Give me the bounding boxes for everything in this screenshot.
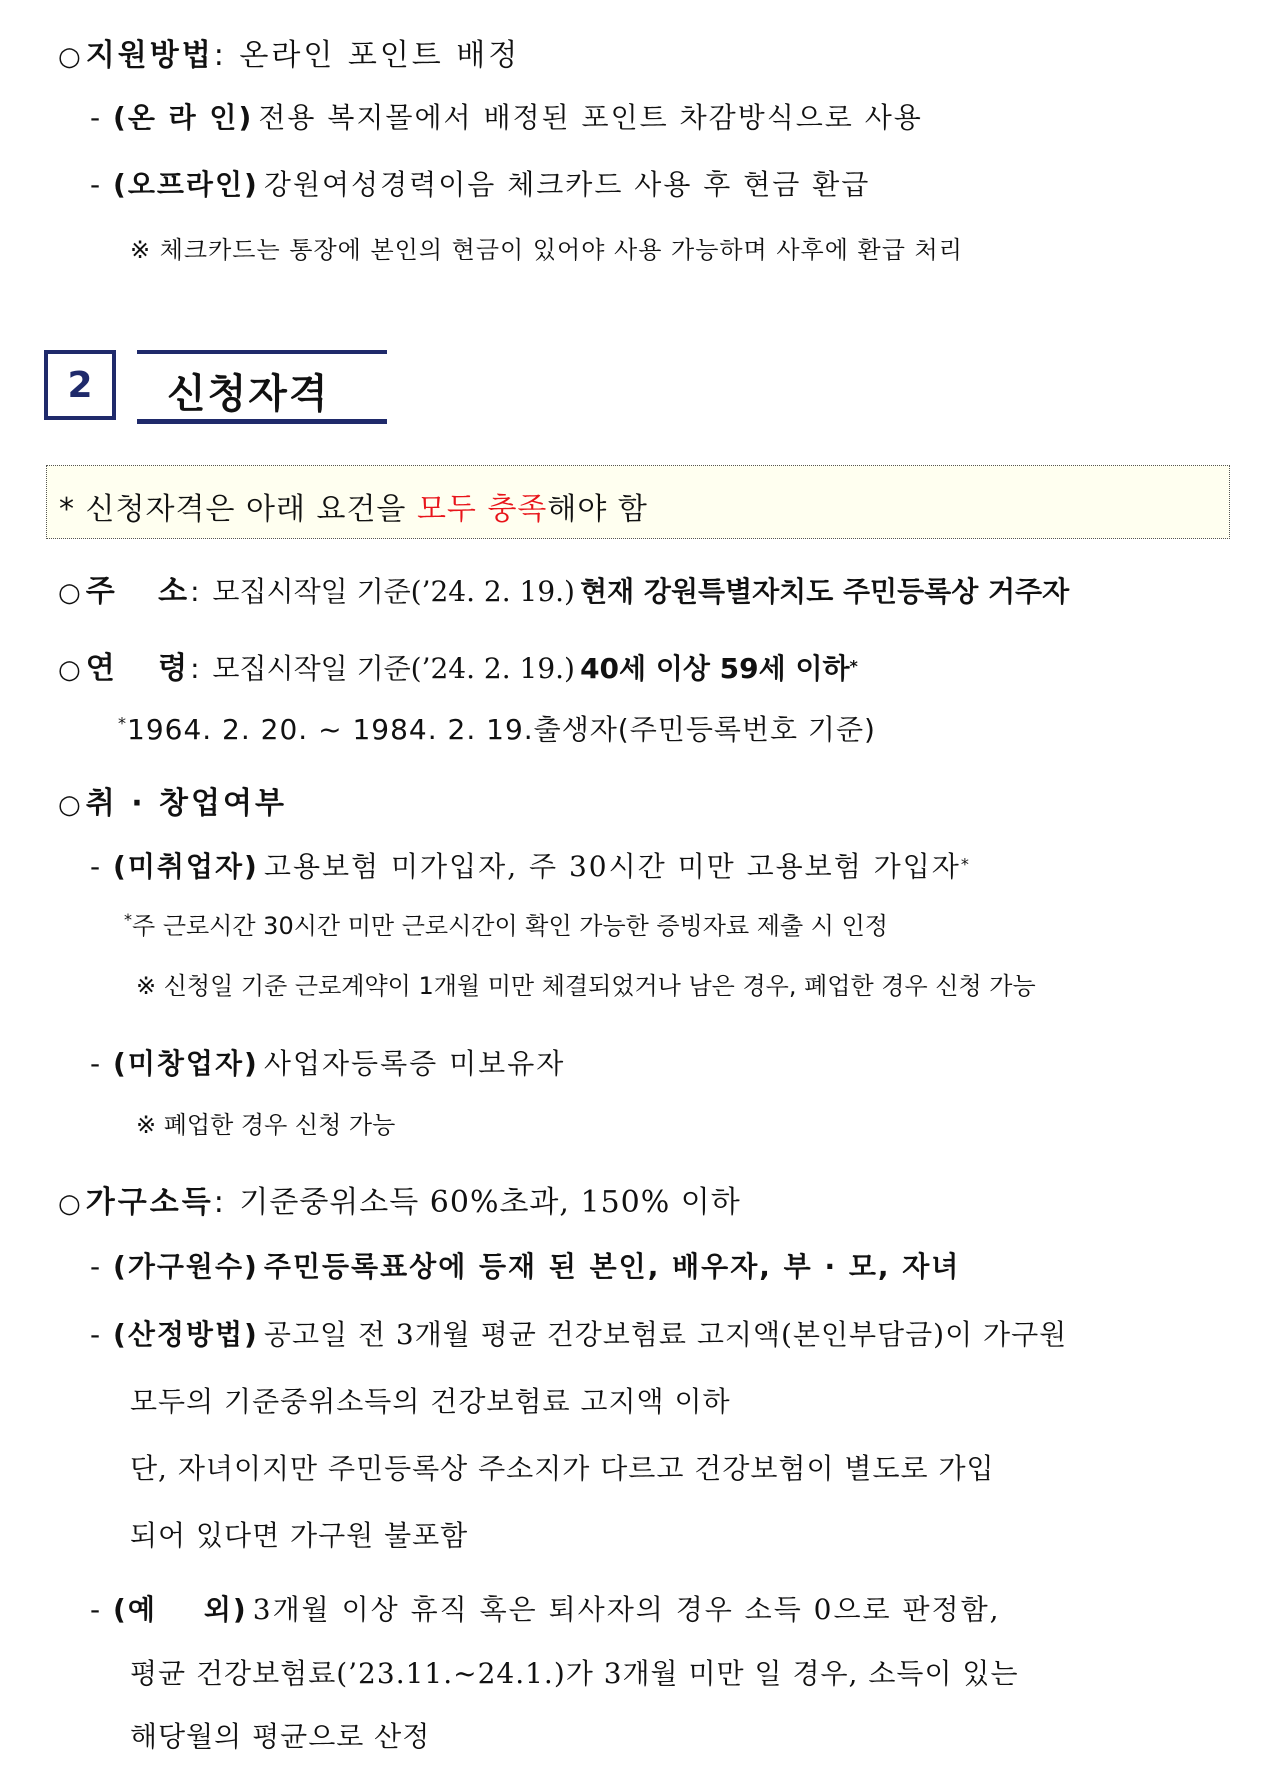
employment-label: 취 · 창업여부 [85,786,287,821]
bullet-circle-icon: ○ [58,42,81,72]
exception-text2: 평균 건강보험료(’23.11.~24.1.)가 3개월 미만 일 경우, 소득이 있는 [130,1657,1019,1690]
exception-row: - (예 외) 3개월 이상 휴직 혹은 퇴사자의 경우 소득 0으로 판정함, [90,1593,1001,1626]
age-note-row [118,708,876,748]
income-text: 기준중위소득 60%초과, 150% 이하 [239,1185,741,1220]
members-label: (가구원수) [113,1250,259,1283]
address-label: 주 소 [85,574,191,609]
notice-suffix: 해야 함 [547,492,648,527]
exception-text3: 해당월의 평균으로 산정 [130,1720,431,1753]
notice-prefix: * 신청자격은 아래 요건을 [59,492,417,527]
calc-text2: 모두의 기준중위소득의 건강보험료 고지액 이하 [130,1385,731,1418]
unemployed-row: - (미취업자) 고용보험 미가입자, 주 30시간 미만 고용보험 가입자* [90,850,969,883]
members-row: - (가구원수) 주민등록표상에 등재 된 본인, 배우자, 부 · 모, 자녀 [90,1250,961,1283]
calc-text3: 단, 자녀이지만 주민등록상 주소지가 다르고 건강보험이 별도로 가입 [130,1452,995,1485]
age-row: ○ 연 령: 모집시작일 기준(’24. 2. 19.) 40세 이상 59세 이하* [58,651,858,686]
asterisk-mark: * [960,854,969,874]
method-text: 온라인 포인트 배정 [239,38,521,73]
nostartup-label: (미창업자) [113,1047,259,1080]
employment-heading [58,778,287,822]
unemployed-label: (미취업자) [113,850,259,883]
unemployed-note-row [124,906,888,941]
nostartup-row: - (미창업자) 사업자등록증 미보유자 [90,1047,566,1080]
age-label: 연 령 [85,651,191,686]
bullet-circle-icon: ○ [58,1189,81,1219]
bullet-circle-icon: ○ [58,790,81,820]
unemployed-text: 고용보험 미가입자, 주 30시간 미만 고용보험 가입자 [263,850,961,883]
unemployed-note: 주 근로시간 30시간 미만 근로시간이 확인 가능한 증빙자료 제출 시 인정 [132,912,888,940]
calc-row: - (산정방법) 공고일 전 3개월 평균 건강보험료 고지액(본인부담금)이 가구원 [90,1318,1068,1351]
calc-text1: 공고일 전 3개월 평균 건강보험료 고지액(본인부담금)이 가구원 [263,1318,1068,1351]
income-label: 가구소득 [85,1185,214,1220]
notice-text [59,484,648,528]
notice-box [46,465,1230,539]
exception-text1: 3개월 이상 휴직 혹은 퇴사자의 경우 소득 0으로 판정함, [252,1593,1001,1626]
method-label: 지원방법 [85,38,214,73]
notice-highlight: 모두 충족 [416,492,548,527]
section-title: 신청자격 [167,371,330,417]
asterisk-mark: * [118,713,127,733]
income-heading: ○ 가구소득: 기준중위소득 60%초과, 150% 이하 [58,1185,741,1220]
online-label: (온 라 인) [113,101,254,134]
section-number-box: 2 [44,350,116,420]
offline-label: (오프라인) [113,168,259,201]
calc-label: (산정방법) [113,1318,259,1351]
bullet-circle-icon: ○ [58,578,81,608]
calc-text4: 되어 있다면 가구원 불포함 [130,1519,469,1552]
age-text: 모집시작일 기준(’24. 2. 19.) [212,652,575,685]
unemployed-note2: ※ 신청일 기준 근로계약이 1개월 미만 체결되었거나 남은 경우, 폐업한 경우 신청 가능 [136,972,1036,1000]
address-text: 모집시작일 기준(’24. 2. 19.) [212,575,575,608]
age-bold: 40세 이상 59세 이하 [580,652,850,685]
exception-label: (예 외) [113,1593,248,1626]
method-heading: ○ 지원방법: 온라인 포인트 배정 [58,38,521,73]
asterisk-mark: * [849,656,858,676]
method-online: - (온 라 인) 전용 복지몰에서 배정된 포인트 차감방식으로 사용 [90,101,923,134]
nostartup-note: ※ 폐업한 경우 신청 가능 [136,1111,396,1139]
members-text: 주민등록표상에 등재 된 본인, 배우자, 부 · 모, 자녀 [263,1250,961,1283]
online-text: 전용 복지몰에서 배정된 포인트 차감방식으로 사용 [258,101,923,134]
address-row: ○ 주 소: 모집시작일 기준(’24. 2. 19.) 현재 강원특별자치도 주민등록상 거주자 [58,574,1070,609]
address-bold: 현재 강원특별자치도 주민등록상 거주자 [580,575,1070,608]
section-title-bar [137,350,387,424]
asterisk-mark: * [124,910,132,929]
bullet-circle-icon: ○ [58,655,81,685]
age-note: 1964. 2. 20. ~ 1984. 2. 19.출생자(주민등록번호 기준) [127,713,876,746]
method-note: ※ 체크카드는 통장에 본인의 현금이 있어야 사용 가능하며 사후에 환급 처리 [130,236,963,264]
offline-text: 강원여성경력이음 체크카드 사용 후 현금 환급 [263,168,871,201]
nostartup-text: 사업자등록증 미보유자 [263,1047,566,1080]
method-offline: - (오프라인) 강원여성경력이음 체크카드 사용 후 현금 환급 [90,168,871,201]
